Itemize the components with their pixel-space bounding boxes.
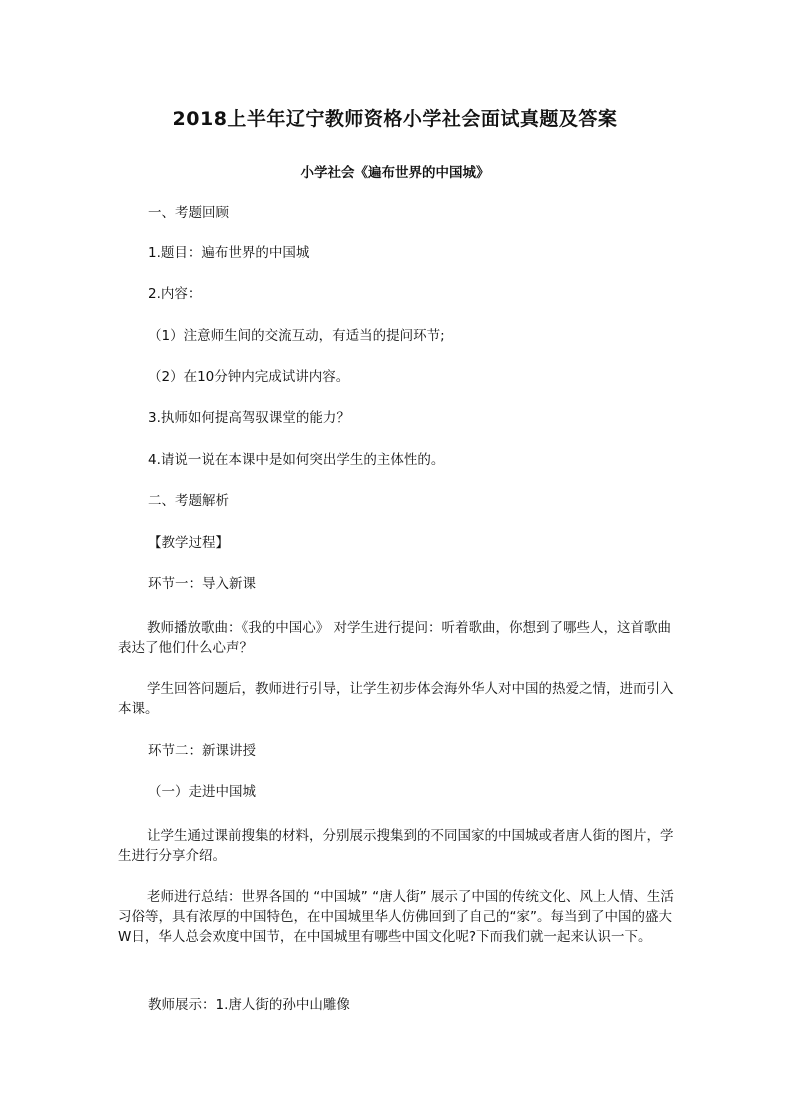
document-title: 2018上半年辽宁教师资格小学社会面试真题及答案 [172,108,618,130]
step-2-subheading-1: （一）走进中国城 [148,784,256,800]
question-2-item-1: （1）注意师生间的交流互动，有适当的提问环节; [148,328,445,344]
section-heading-analysis: 二、考题解析 [148,493,229,509]
section-heading-review: 一、考题回顾 [148,205,229,221]
step-1-heading: 环节一：导入新课 [148,576,256,592]
step-1-paragraph-2: 学生回答问题后，教师进行引导，让学生初步体会海外华人对中国的热爱之情，进而引入本课。 [118,681,674,717]
document-subtitle: 小学社会《遍布世界的中国城》 [300,165,490,181]
question-2-item-2: （2）在10分钟内完成试讲内容。 [148,369,350,385]
question-4: 4.请说一说在本课中是如何突出学生的主体性的。 [148,452,445,468]
question-1: 1.题目：遍布世界的中国城 [148,245,310,261]
step-2-paragraph-3: 教师展示：1.唐人街的孙中山雕像 [148,997,350,1013]
step-2-paragraph-1: 让学生通过课前搜集的材料，分别展示搜集到的不同国家的中国城或者唐人街的图片，学生进行分享介绍。 [118,828,674,864]
step-2-paragraph-2: 老师进行总结：世界各国的 “中国城” “唐人街” 展示了中国的传统文化、风上人情、生活习俗等，具有浓厚的中国特色，在中国城里华人仿佛回到了自己的“家”。每当到了中国的盛大W日，华人总会欢度中国节，在中国城里有哪些中国文化呢?下而我们就一起来认识一下。 [118,889,674,945]
teaching-process-heading: 【教学过程】 [148,535,229,551]
question-2: 2.内容： [148,286,202,302]
question-3: 3.执师如何提高驾驭课堂的能力？ [148,410,350,426]
step-2-heading: 环节二：新课讲授 [148,743,256,759]
step-1-paragraph-1: 教师播放歌曲：《我的中国心》 对学生进行提问：听着歌曲，你想到了哪些人，这首歌曲表达了他们什么心声？ [118,620,672,656]
